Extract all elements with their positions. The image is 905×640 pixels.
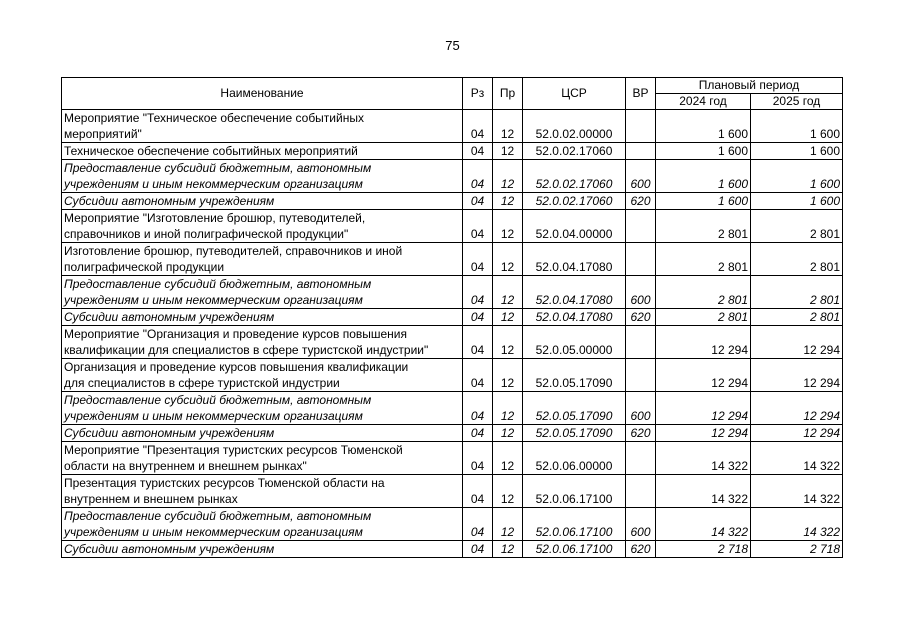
- table-row: [62, 442, 843, 475]
- row-value-2025: 14 322: [751, 442, 843, 475]
- row-name: [62, 210, 463, 243]
- header-rz: Рз: [463, 78, 493, 110]
- row-name: [62, 110, 463, 143]
- row-name-line: Субсидии автономным учреждениям: [64, 194, 275, 208]
- table-row: [62, 392, 843, 425]
- row-value-2024: 2 801: [656, 210, 751, 243]
- row-value-2025: 1 600: [751, 143, 843, 160]
- row-rz: 04: [463, 309, 493, 326]
- row-name: [62, 442, 463, 475]
- row-pr: 12: [493, 326, 523, 359]
- row-rz: 04: [463, 193, 493, 210]
- row-name-line: учреждениям и иным некоммерческим организациям: [64, 293, 363, 307]
- header-vr: ВР: [626, 78, 656, 110]
- row-vr: 600: [626, 276, 656, 309]
- row-csr: 52.0.06.17100: [523, 541, 626, 558]
- row-csr: 52.0.05.00000: [523, 326, 626, 359]
- table-row: [62, 425, 843, 442]
- row-rz: 04: [463, 425, 493, 442]
- row-rz: 04: [463, 392, 493, 425]
- row-csr: 52.0.02.00000: [523, 110, 626, 143]
- row-name-line: Организация и проведение курсов повышения квалификации: [64, 360, 409, 374]
- row-name: [62, 392, 463, 425]
- row-value-2024: 12 294: [656, 326, 751, 359]
- row-name-line: полиграфической продукции: [64, 260, 225, 274]
- row-name: [62, 508, 463, 541]
- table-row: [62, 309, 843, 326]
- row-pr: 12: [493, 193, 523, 210]
- row-name: [62, 276, 463, 309]
- row-name-line: Субсидии автономным учреждениям: [64, 310, 275, 324]
- row-name: [62, 143, 463, 160]
- row-name-line: Предоставление субсидий бюджетным, автономным: [64, 509, 372, 523]
- page-number: 75: [445, 38, 460, 53]
- row-vr: 600: [626, 508, 656, 541]
- row-name-line: Мероприятие "Изготовление брошюр, путеводителей,: [64, 211, 366, 225]
- row-value-2024: 2 801: [656, 276, 751, 309]
- row-csr: 52.0.04.17080: [523, 276, 626, 309]
- row-csr: 52.0.02.17060: [523, 143, 626, 160]
- row-csr: 52.0.04.00000: [523, 210, 626, 243]
- row-name: [62, 160, 463, 193]
- row-pr: 12: [493, 309, 523, 326]
- row-name-line: справочников и иной полиграфической продукции": [64, 227, 349, 241]
- row-value-2025: 1 600: [751, 160, 843, 193]
- row-name-line: Презентация туристских ресурсов Тюменской области на: [64, 476, 385, 490]
- row-rz: 04: [463, 276, 493, 309]
- row-csr: 52.0.04.17080: [523, 309, 626, 326]
- row-value-2025: 12 294: [751, 359, 843, 392]
- row-name-line: для специалистов в сфере туристской индустрии: [64, 376, 340, 390]
- row-name-line: Субсидии автономным учреждениям: [64, 542, 275, 556]
- row-rz: 04: [463, 508, 493, 541]
- header-csr: ЦСР: [523, 78, 626, 110]
- table-body: [62, 110, 843, 558]
- row-value-2025: 2 801: [751, 243, 843, 276]
- row-name: [62, 475, 463, 508]
- row-name-line: Изготовление брошюр, путеводителей, справочников и иной: [64, 244, 403, 258]
- table-row: [62, 508, 843, 541]
- row-name-line: Техническое обеспечение событийных мероприятий: [64, 144, 358, 158]
- row-value-2024: 1 600: [656, 193, 751, 210]
- row-name: [62, 326, 463, 359]
- header-year-2025: 2025 год: [751, 94, 843, 110]
- row-vr: 600: [626, 160, 656, 193]
- row-name: [62, 243, 463, 276]
- row-name-line: учреждениям и иным некоммерческим организациям: [64, 409, 363, 423]
- table-row: [62, 143, 843, 160]
- row-vr: 620: [626, 541, 656, 558]
- row-name-line: мероприятий": [64, 127, 142, 141]
- row-name-line: квалификации для специалистов в сфере туристской индустрии": [64, 343, 429, 357]
- table-row: [62, 160, 843, 193]
- row-vr: 600: [626, 392, 656, 425]
- row-csr: 52.0.02.17060: [523, 160, 626, 193]
- row-vr: [626, 359, 656, 392]
- row-value-2025: 14 322: [751, 508, 843, 541]
- row-name-line: Мероприятие "Техническое обеспечение событийных: [64, 111, 364, 125]
- row-rz: 04: [463, 359, 493, 392]
- row-name-line: области на внутреннем и внешнем рынках": [64, 459, 307, 473]
- row-pr: 12: [493, 508, 523, 541]
- table-header: [62, 78, 843, 110]
- row-pr: 12: [493, 442, 523, 475]
- row-name-line: Мероприятие "Презентация туристских ресурсов Тюменской: [64, 443, 403, 457]
- row-value-2025: 1 600: [751, 193, 843, 210]
- row-value-2024: 1 600: [656, 110, 751, 143]
- row-value-2025: 2 801: [751, 309, 843, 326]
- row-value-2025: 2 801: [751, 276, 843, 309]
- table-row: [62, 210, 843, 243]
- row-name-line: Мероприятие "Организация и проведение курсов повышения: [64, 327, 407, 341]
- row-name: [62, 425, 463, 442]
- row-csr: 52.0.05.17090: [523, 392, 626, 425]
- table-row: [62, 359, 843, 392]
- row-value-2024: 12 294: [656, 392, 751, 425]
- row-rz: 04: [463, 210, 493, 243]
- table-row: [62, 541, 843, 558]
- row-vr: [626, 326, 656, 359]
- row-rz: 04: [463, 475, 493, 508]
- row-csr: 52.0.05.17090: [523, 359, 626, 392]
- row-pr: 12: [493, 110, 523, 143]
- row-vr: [626, 442, 656, 475]
- row-value-2025: 2 801: [751, 210, 843, 243]
- row-csr: 52.0.04.17080: [523, 243, 626, 276]
- row-value-2024: 2 801: [656, 309, 751, 326]
- row-csr: 52.0.02.17060: [523, 193, 626, 210]
- row-pr: 12: [493, 210, 523, 243]
- table-row: [62, 276, 843, 309]
- header-pr: Пр: [493, 78, 523, 110]
- table-row: [62, 193, 843, 210]
- row-vr: [626, 143, 656, 160]
- row-name-line: Субсидии автономным учреждениям: [64, 426, 275, 440]
- row-pr: 12: [493, 143, 523, 160]
- row-name: [62, 193, 463, 210]
- row-name-line: внутреннем и внешнем рынках: [64, 492, 238, 506]
- row-value-2024: 1 600: [656, 143, 751, 160]
- row-value-2024: 12 294: [656, 359, 751, 392]
- row-rz: 04: [463, 326, 493, 359]
- row-value-2025: 2 718: [751, 541, 843, 558]
- row-vr: 620: [626, 309, 656, 326]
- table-row: [62, 475, 843, 508]
- row-value-2025: 1 600: [751, 110, 843, 143]
- row-pr: 12: [493, 425, 523, 442]
- row-value-2025: 12 294: [751, 326, 843, 359]
- row-rz: 04: [463, 160, 493, 193]
- row-pr: 12: [493, 160, 523, 193]
- row-csr: 52.0.05.17090: [523, 425, 626, 442]
- row-csr: 52.0.06.00000: [523, 442, 626, 475]
- row-name-line: Предоставление субсидий бюджетным, автономным: [64, 161, 372, 175]
- header-year-2024: 2024 год: [656, 94, 751, 110]
- row-pr: 12: [493, 359, 523, 392]
- row-rz: 04: [463, 243, 493, 276]
- row-vr: [626, 210, 656, 243]
- table-row: [62, 326, 843, 359]
- header-planned-period: Плановый период: [656, 78, 843, 94]
- row-value-2024: 1 600: [656, 160, 751, 193]
- row-value-2025: 12 294: [751, 392, 843, 425]
- row-pr: 12: [493, 475, 523, 508]
- row-csr: 52.0.06.17100: [523, 475, 626, 508]
- row-name-line: Предоставление субсидий бюджетным, автономным: [64, 277, 372, 291]
- row-value-2025: 12 294: [751, 425, 843, 442]
- row-rz: 04: [463, 541, 493, 558]
- row-value-2024: 12 294: [656, 425, 751, 442]
- row-name-line: учреждениям и иным некоммерческим организациям: [64, 177, 363, 191]
- row-pr: 12: [493, 276, 523, 309]
- row-value-2024: 2 801: [656, 243, 751, 276]
- row-vr: [626, 110, 656, 143]
- row-value-2024: 2 718: [656, 541, 751, 558]
- row-rz: 04: [463, 110, 493, 143]
- row-value-2024: 14 322: [656, 475, 751, 508]
- row-vr: [626, 243, 656, 276]
- row-name: [62, 541, 463, 558]
- row-rz: 04: [463, 442, 493, 475]
- row-value-2024: 14 322: [656, 442, 751, 475]
- budget-table: [61, 77, 843, 558]
- row-vr: 620: [626, 425, 656, 442]
- row-name-line: учреждениям и иным некоммерческим организациям: [64, 525, 363, 539]
- row-vr: 620: [626, 193, 656, 210]
- row-vr: [626, 475, 656, 508]
- table-row: [62, 243, 843, 276]
- row-rz: 04: [463, 143, 493, 160]
- row-pr: 12: [493, 541, 523, 558]
- row-pr: 12: [493, 392, 523, 425]
- row-name: [62, 359, 463, 392]
- row-value-2024: 14 322: [656, 508, 751, 541]
- row-name-line: Предоставление субсидий бюджетным, автономным: [64, 393, 372, 407]
- row-name: [62, 309, 463, 326]
- table-row: [62, 110, 843, 143]
- row-csr: 52.0.06.17100: [523, 508, 626, 541]
- header-name: Наименование: [62, 78, 463, 110]
- row-value-2025: 14 322: [751, 475, 843, 508]
- row-pr: 12: [493, 243, 523, 276]
